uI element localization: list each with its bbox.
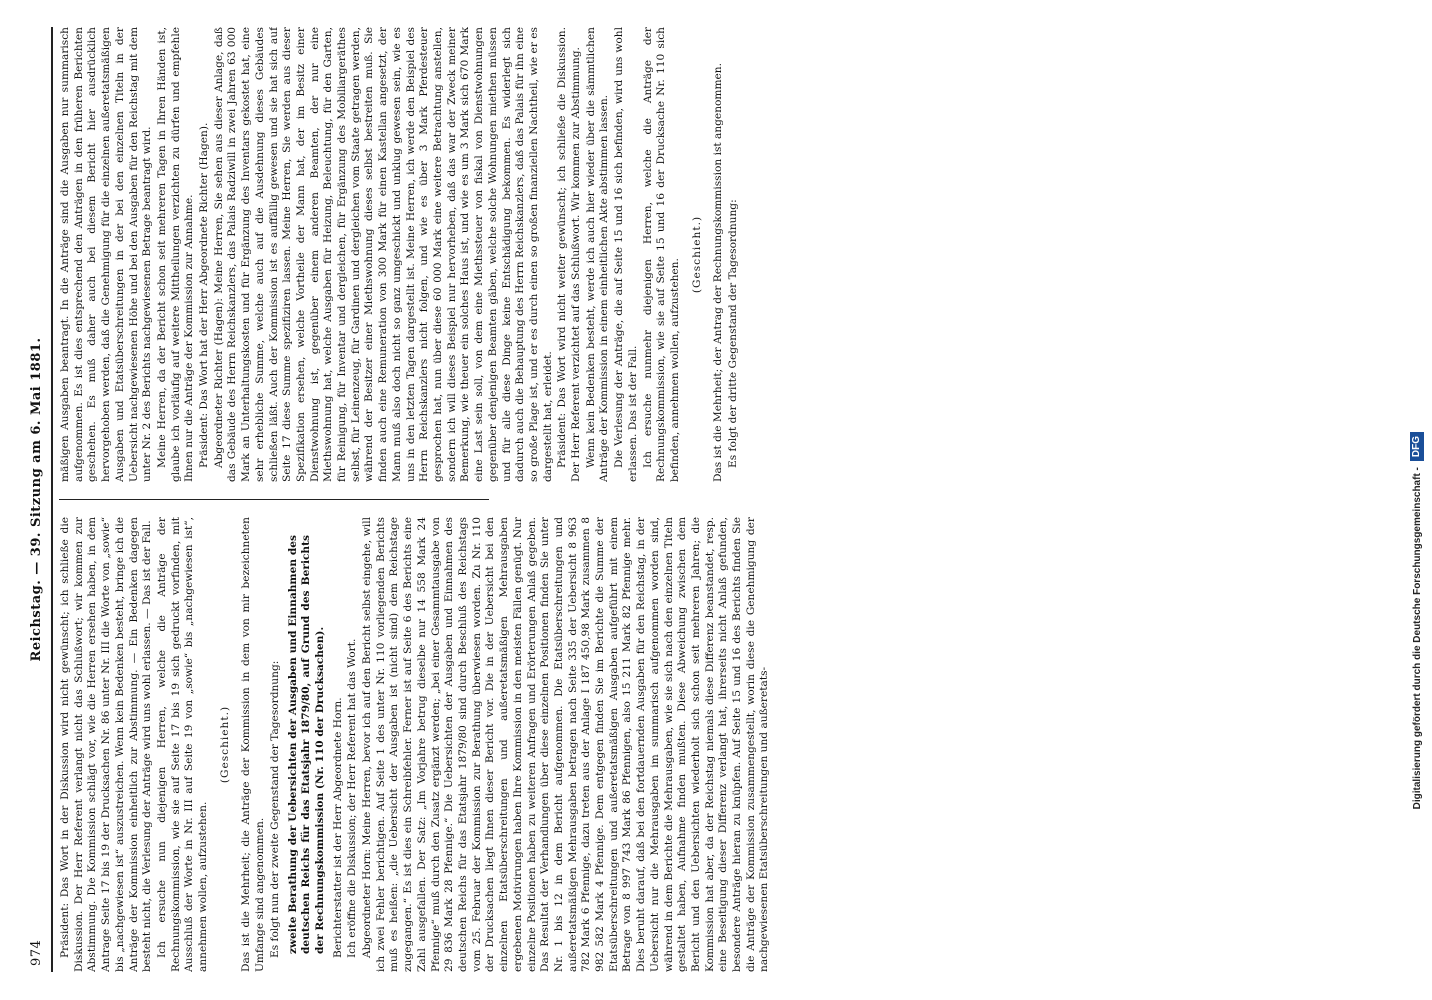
- page-header: [25, 27, 51, 972]
- column-divider: [59, 499, 489, 500]
- paragraph: Meine Herren, da der Bericht schon seit mehreren Tagen in Ihren Händen ist, glaube ich vorläufig auf weitere Mittheilungen verzichten zu dürfen und empfehle Ihnen nur die Anträge der Kommission zur Annahme.: [155, 27, 196, 482]
- stamp-text-container: [1406, 432, 1430, 992]
- paragraph: Ich ersuche nunmehr diejenigen Herren, welche die Anträge der Rechnungskommission, wie sie auf Seite 15 und 16 der Drucksache Nr. 110 sich befinden, annehmen wollen, aufzustehen.: [641, 27, 681, 482]
- paragraph: Präsident: Das Wort wird nicht weiter gewünscht; ich schließe die Diskussion. Der Herr Referent verzichtet auf das Schlußwort. Wir kommen zur Abstimmung.: [556, 27, 583, 482]
- paragraph: Abgeordneter Horn: Meine Herren, bevor ich auf den Bericht selbst eingehe, will ich zwei Fehler berichtigen. Auf Seite 1 des unter Nr. 110 vorliegenden Berichts muß es heißen: „die Uebersicht der Ausgaben ist (nicht sind) dem Reichstage zugegangen.“ Es ist dies ein Schreibfehler. Ferner ist auf Seite 6 des Berichts eine Zahl ausgefallen. Der Satz: „Im Vorjahre betrug dieselbe nur 14 558 Mark 24 Pfennige“ muß durch den Zusatz ergänzt werden; „bei einer Gesammtausgabe von 29 836 Mark 28 Pfennige.“ Die Uebersichten der Ausgaben und Einnahmen des deutschen Reichs für das Etatsjahr 1879/80 sind durch Beschluß des Reichstags vom 25. Februar der Kommission zur Berathung überwiesen worden. Zu Nr. 110 der Drucksachen liegt Ihnen dieser Bericht vor. Die in der Uebersicht bei den einzelnen Etatsüberschreitungen und außeretatsmäßigen Mehrausgaben ergebenen Motivirungen haben Ihre Kommission in den meisten Fällen genügt. Nur einzelne Positionen haben zu weiteren Anfragen und Erörterungen Anlaß gegeben. Das Resultat der Verhandlungen über diese einzelnen Positionen finden Sie unter Nr. 1 bis 12 in dem Bericht aufgenommen. Die Etatsüberschreitungen und außeretatsmäßigen Mehrausgaben betragen nach Seite 335 der Uebersicht 8 963 782 Mark 6 Pfennige, dazu treten aus der Anlage I 187 450,98 Mark zusammen 8 982 582 Mark 4 Pfennige. Dem entgegen finden Sie im Berichte die Summe der Etatsüberschreitungen und außeretatsmäßigen Ausgaben aufgeführt mit einem Betrage von 8 997 743 Mark 86 Pfennigen, also 15 211 Mark 82 Pfennige mehr. Dies beruht darauf, daß bei den fortdauernden Ausgaben für den Reichstag, in der Uebersicht nur die Mehrausgaben im summarisch aufgenommen worden sind, während in dem Berichte die Mehrausgaben, wie sie sich nach den einzelnen Titeln gestaltet haben, Aufnahme finden mußten. Diese Abweichung zwischen dem Bericht und den Uebersichten wiederholt sich schon seit mehreren Jahren; die Kommission hat aber, da der Reichstag niemals diese Differenz beanstandet, resp. eine Beseitigung dieser Differenz verlangt hat, ihrerseits nicht Anlaß gefunden, besondere Anträge hieran zu knüpfen. Auf Seite 15 und 16 des Berichts finden Sie die Anträge der Kommission zusammengestellt, worin diese die Genehmigung der nachgewiesenen Etatsüberschreitungen und außeretats-: [361, 517, 771, 972]
- page-number: 974: [29, 939, 44, 966]
- left-column: [59, 517, 1404, 972]
- digitization-stamp: [1406, 432, 1430, 992]
- paragraph: Es folgt der dritte Gegenstand der Tagesordnung:: [727, 199, 740, 468]
- paragraph: Das ist die Mehrheit; der Antrag der Rechnungskommission ist angenommen.: [712, 63, 725, 482]
- paragraph: mäßigen Ausgaben beantragt. In die Anträge sind die Ausgaben nur summarisch aufgenommen. Es ist dies entsprechend den Anträgen in den früheren Berichten geschehen. Es muß daher auch bei diesem Bericht hier ausdrücklich hervorgehoben werden, daß die Genehmigung für die einzelnen außeretatsmäßigen Ausgaben und Etatsüberschreitungen in der bei den einzelnen Titeln in der Uebersicht nachgewiesenen Höhe und bei den Ausgaben für den Reichstag mit dem unter Nr. 2 des Berichts nachgewiesenen Betrage beantragt wird.: [59, 27, 154, 482]
- paragraph: Wenn kein Bedenken besteht, werde ich auch hier wieder über die sämmtlichen Anträge der Kommission in einem einheitlichen Akte abstimmen lassen.: [584, 27, 611, 482]
- header-rule: [51, 27, 53, 972]
- agenda-item: zweite Berathung der Uebersichten der Ausgaben und Einnahmen des deutschen Reichs für das Etatsjahr 1879/80, auf Grund des Berichts der Rechnungskommission (Nr. 110 der Drucksachen).: [286, 535, 326, 954]
- rotated-page-content: [13, 27, 1418, 972]
- paragraph: Es folgt nun der zweite Gegenstand der Tagesordnung:: [268, 660, 281, 958]
- page-title: Reichstag. — 39. Sitzung am 6. Mai 1881.: [29, 337, 44, 662]
- paragraph: Ich ersuche nun diejenigen Herren, welche die Anträge der Rechnungskommission, wie sie auf Seite 17 bis 19 sich gedruckt vorfinden, mit Ausschluß der Worte in Nr. III auf Seite 19 von „sowie“ bis „nachgewiesen ist“, annehmen wollen, aufzustehen.: [155, 517, 210, 972]
- paragraph: Ich eröffne die Diskussion; der Herr Referent hat das Wort.: [346, 638, 359, 958]
- dfg-logo: DFG: [1410, 432, 1424, 461]
- paragraph: Berichterstatter ist der Herr Abgeordnete Horn.: [331, 697, 344, 958]
- stamp-text: Digitalisierung gefördert durch die Deutsche Forschungsgemeinschaft -: [1412, 467, 1423, 810]
- paragraph: Die Verlesung der Anträge, die auf Seite 15 und 16 sich befinden, wird uns wohl erlassen. Das ist der Fall.: [613, 27, 639, 482]
- paragraph: Abgeordneter Richter (Hagen): Meine Herren, Sie sehen aus dieser Anlage, daß das Gebäude des Herrn Reichskanzlers, das Palais Radziwill in zwei Jahren 63 000 Mark an Unterhaltungskosten und für Ergänzung des Inventars gekostet hat, eine sehr erhebliche Summe, welche auch auf die Ausdehnung dieses Gebäudes schließen läßt. Auch der Kommission ist es auffällig gewesen und sie hat sich auf Seite 17 diese Summe spezifiziren lassen. Meine Herren, Sie werden aus dieser Spezifikation ersehen, welche Vortheile der Mann hat, der im Besitz einer Dienstwohnung ist, gegenüber einem anderen Beamten, der nur eine Miethswohnung hat, welche Ausgaben für Heizung, Beleuchtung, für den Garten, für Reinigung, für Inventar und dergleichen, für Ergänzung des Mobiliargeräthes selbst, für Leinenzeug, für Gardinen und dergleichen vom Staate getragen werden, während der Besitzer einer Miethswohnung dieses selbst bestreiten muß. Sie finden auch eine Remuneration von 300 Mark für einen Kastellan angesetzt, der Mann muß also doch nicht so ganz umgeschickt und unklug gewesen sein, wie es uns in den letzten Tagen dargestellt ist. Meine Herren, ich werde den Beispiel des Herrn Reichskanzlers nicht folgen, und wie es über 3 Mark Pferdesteuer gesprochen hat, nun über diese 60 000 Mark eine weitere Betrachtung anstellen, sondern ich will dieses Beispiel nur hervorheben, daß das war der Zweck meiner Bemerkung, wie theuer ein solches Haus ist, und wie es um 3 Mark sich 670 Mark eine Last sein soll, von dem eine Miethssteuer von fiskal von Dienstwohnungen gegenüber denjenigen Beamten gäben, welche solche Wohnungen miethen müssen und für alle diese Dinge keine Entschädigung bekommen. Es widerlegt sich dadurch auch die Behauptung des Herrn Reichskanzlers, daß das Palais für ihn eine so große Plage ist, und er es durch einen so großen finanziellen Nachtheil, wie er es dargestellt hat, erleidet.: [212, 27, 554, 482]
- stage-direction: (Geschieht.): [690, 215, 703, 294]
- right-column: [59, 27, 1404, 482]
- paragraph: Präsident: Das Wort hat der Herr Abgeordnete Richter (Hagen).: [198, 122, 211, 468]
- paragraph: Präsident: Das Wort in der Diskussion wird nicht gewünscht; ich schließe die Diskussion. Der Herr Referent verlangt nicht das Schlußwort; wir kommen zur Abstimmung. Die Kommission schlägt vor, wie die Herren ersehen haben, in dem Antrage Seite 17 bis 19 der Drucksachen Nr. 86 unter Nr. III die Worte von „sowie“ bis „nachgewiesen ist“ auszustreichen. Wenn kein Bedenken besteht, bringe ich die Anträge der Kommission einheitlich zur Abstimmung. — Ein Bedenken dagegen besteht nicht, die Verlesung der Anträge wird uns wohl erlassen. — Das ist der Fall.: [59, 517, 154, 972]
- stage-direction: (Geschieht.): [218, 705, 231, 784]
- paragraph: Das ist die Mehrheit; die Anträge der Kommission in dem von mir bezeichneten Umfange sind angenommen.: [240, 517, 267, 972]
